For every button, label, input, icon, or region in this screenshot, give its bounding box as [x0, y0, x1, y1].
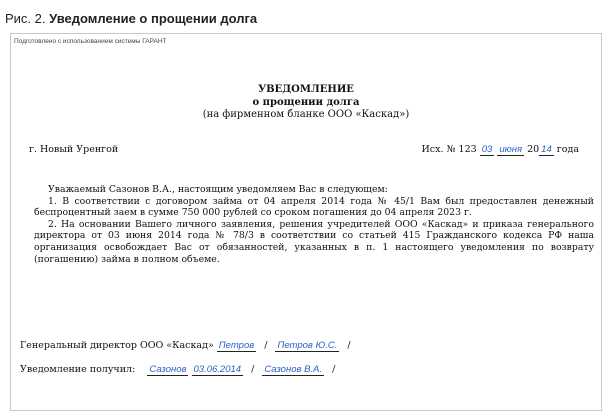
received-signature: Сазонов: [149, 364, 187, 375]
director-name: Петров Ю.С.: [277, 340, 338, 351]
receipt-signature-row: [20, 364, 340, 375]
caption-title: Уведомление о прощении долга: [49, 11, 258, 26]
date-year-prefix: 20: [527, 144, 540, 155]
document-subheading: о прощении долга: [252, 96, 360, 108]
reference-number: [422, 144, 579, 155]
slash-2: /: [347, 340, 351, 351]
caption-prefix: Рис. 2.: [5, 11, 46, 26]
garant-note: Подготовлено с использованием системы ГАРАНТ: [14, 38, 167, 45]
paragraph-2: 2. На основании Вашего личного заявления, решения учредителей ООО «Каскад» и приказа генерального директора от 03 июня 2014 года № 78/3 в соответствии со статьей 415 Гражданского кодекса РФ наша организация освобождает Вас от обязанностей, указанных в п. 1 настоящего уведомления по возврату (погашению) займа в полном объеме.: [34, 218, 594, 265]
director-signature-row: [20, 340, 356, 351]
place: г. Новый Уренгой: [29, 144, 119, 155]
date-day: 03: [481, 144, 493, 155]
received-label: Уведомление получил:: [20, 364, 136, 375]
slash-3: /: [251, 364, 255, 375]
ref-prefix: Исх. № 123: [421, 144, 477, 155]
slash-1: /: [264, 340, 268, 351]
figure-caption: [5, 11, 257, 26]
document-sheet: [10, 33, 602, 411]
document-heading: УВЕДОМЛЕНИЕ: [258, 84, 354, 95]
date-year-word: года: [556, 144, 579, 155]
director-signature: Петров: [218, 340, 255, 351]
date-year-suffix: 14: [541, 144, 552, 155]
letterhead-note: (на фирменном бланке ООО «Каскад»): [202, 109, 410, 120]
received-date: 03.06.2014: [193, 364, 242, 375]
salutation: Уважаемый Сазонов В.А., настоящим уведомляем Вас в следующем:: [48, 184, 388, 195]
slash-4: /: [332, 364, 336, 375]
title-block: [11, 84, 601, 122]
date-month: июня: [499, 144, 523, 155]
director-label: Генеральный директор ООО «Каскад»: [20, 340, 214, 351]
paragraph-1: 1. В соответствии с договором займа от 04 апреля 2014 года № 45/1 Вам был предоставлен денежный беспроцентный заем в сумме 750 000 рублей со сроком погашения до 04 апреля 2023 г.: [34, 195, 594, 219]
received-name: Сазонов В.А.: [264, 364, 323, 375]
body-text: [34, 184, 594, 265]
